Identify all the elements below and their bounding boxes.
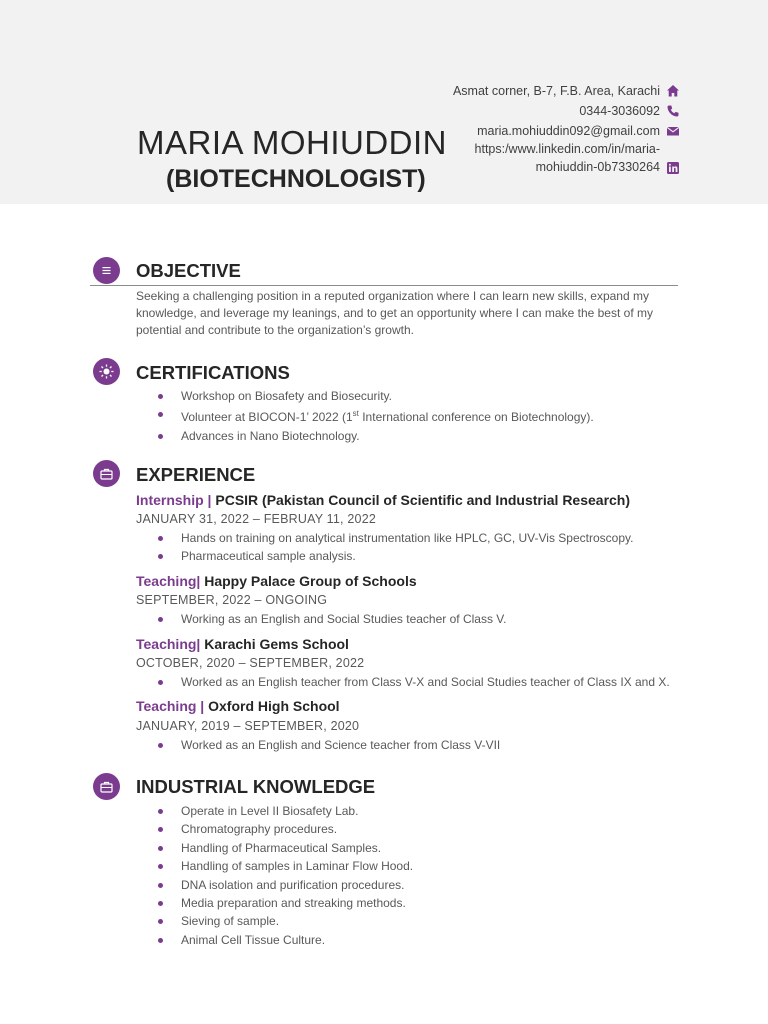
- job-separator: |: [203, 492, 216, 508]
- briefcase-icon: [100, 468, 113, 480]
- list-item: Media preparation and streaking methods.: [156, 894, 413, 912]
- experience-icon: [93, 460, 120, 487]
- candidate-name: MARIA MOHIUDDIN: [137, 124, 448, 161]
- address-text: Asmat corner, B-7, F.B. Area, Karachi: [452, 84, 660, 98]
- job-dates: SEPTEMBER, 2022 – ONGOING: [136, 593, 328, 607]
- objective-icon: [93, 257, 120, 284]
- list-item: Worked as an English teacher from Class V-X and Social Studies teacher of Class IX and X.: [156, 673, 670, 691]
- experience-heading: EXPERIENCE: [136, 464, 256, 485]
- list-item: Pharmaceutical sample analysis.: [156, 547, 633, 565]
- job-role: Teaching: [136, 698, 197, 714]
- job-separator: |: [196, 636, 205, 652]
- list-item: Animal Cell Tissue Culture.: [156, 931, 413, 949]
- contact-block: [440, 82, 680, 176]
- list-item: Handling of samples in Laminar Flow Hood.: [156, 857, 413, 875]
- sun-icon: [99, 364, 114, 379]
- list-item: [156, 405, 594, 426]
- job-bullets: [156, 610, 507, 628]
- objective-divider: [90, 285, 678, 286]
- industrial-icon: [93, 773, 120, 800]
- list-item: Hands on training on analytical instrumentation like HPLC, GC, UV-Vis Spectroscopy.: [156, 529, 633, 547]
- list-item: Handling of Pharmaceutical Samples.: [156, 839, 413, 857]
- industrial-heading: INDUSTRIAL KNOWLEDGE: [136, 776, 376, 797]
- certifications-heading: CERTIFICATIONS: [136, 362, 290, 383]
- job-heading: [136, 573, 417, 589]
- cert-item-rest: International conference on Biotechnology).: [358, 410, 594, 425]
- contact-phone: [440, 102, 680, 121]
- job-role: Teaching: [136, 636, 197, 652]
- list-item: Advances in Nano Biotechnology.: [156, 427, 594, 445]
- candidate-title: (BIOTECHNOLOGIST): [166, 165, 426, 193]
- list-item: Working as an English and Social Studies teacher of Class V.: [156, 610, 507, 628]
- job-role: Teaching: [136, 573, 197, 589]
- email-text[interactable]: maria.mohiuddin092@gmail.com: [477, 124, 660, 138]
- job-dates: JANUARY 31, 2022 – FEBRUAY 11, 2022: [136, 512, 377, 526]
- job-heading: [136, 636, 349, 652]
- contact-address: [440, 82, 680, 101]
- job-separator: |: [196, 698, 209, 714]
- email-icon: [666, 124, 680, 138]
- cert-item-sup: st: [352, 409, 359, 419]
- list-item: Sieving of sample.: [156, 912, 413, 930]
- contact-email: [440, 122, 680, 141]
- list-lines-icon: [101, 265, 112, 276]
- job-org: Happy Palace Group of Schools: [204, 573, 417, 589]
- job-separator: |: [196, 573, 205, 589]
- list-item: Workshop on Biosafety and Biosecurity.: [156, 387, 594, 405]
- certifications-icon: [93, 358, 120, 385]
- list-item: Worked as an English and Science teacher from Class V-VII: [156, 736, 500, 754]
- job-bullets: [156, 736, 500, 754]
- home-icon: [666, 84, 680, 98]
- industrial-list: [156, 802, 413, 949]
- job-heading: [136, 492, 630, 508]
- certifications-list: [156, 387, 594, 445]
- job-bullets: [156, 529, 633, 566]
- contact-linkedin: [440, 141, 680, 176]
- linkedin-icon: [666, 161, 680, 175]
- list-item: Operate in Level II Biosafety Lab.: [156, 802, 413, 820]
- job-dates: OCTOBER, 2020 – SEPTEMBER, 2022: [136, 656, 365, 670]
- job-dates: JANUARY, 2019 – SEPTEMBER, 2020: [136, 719, 360, 733]
- objective-heading: OBJECTIVE: [136, 260, 241, 281]
- job-bullets: [156, 673, 670, 691]
- phone-icon: [666, 104, 680, 118]
- list-item: DNA isolation and purification procedures.: [156, 876, 413, 894]
- cert-item-text: Volunteer at BIOCON-1’ 2022 (1: [181, 410, 353, 425]
- briefcase-icon: [100, 781, 113, 793]
- phone-text[interactable]: 0344-3036092: [579, 104, 660, 118]
- list-item: Chromatography procedures.: [156, 820, 413, 838]
- linkedin-text[interactable]: https:/www.linkedin.com/in/maria-mohiuddin-0b7330264: [474, 142, 660, 174]
- job-heading: [136, 698, 340, 714]
- job-org: Karachi Gems School: [204, 636, 349, 652]
- job-role: Internship: [136, 492, 204, 508]
- objective-text: Seeking a challenging position in a reputed organization where I can learn new skills, expand my knowledge, and leverage my leanings, and to get an opportunity where I can make the best of my potential and contribute to the organization’s growth.: [136, 289, 653, 337]
- job-org: PCSIR (Pakistan Council of Scientific and Industrial Research): [215, 492, 631, 508]
- job-org: Oxford High School: [208, 698, 340, 714]
